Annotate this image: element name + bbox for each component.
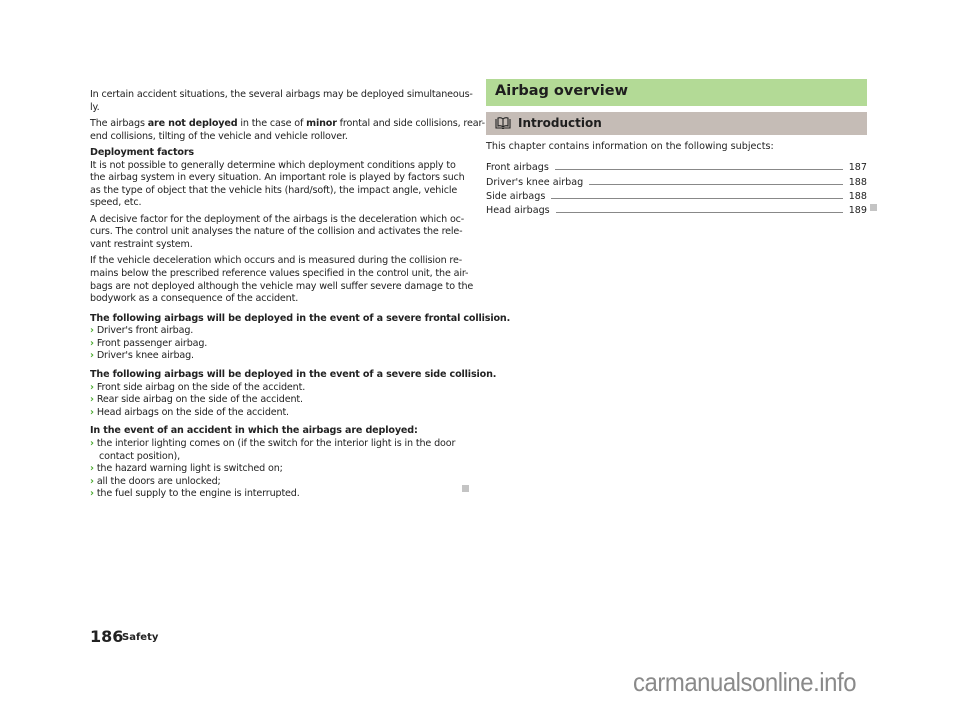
list-item [90,438,470,451]
paragraph [90,369,497,419]
list-item [90,338,470,351]
bullet-chevron-icon: › [90,406,94,418]
book-icon [495,117,511,129]
toc-page[interactable]: 188 [848,176,867,188]
toc-entry[interactable] [486,159,867,173]
bullet-chevron-icon: › [90,394,94,406]
text-line: ly. [90,101,100,113]
text-line: It is not possible to generally determine which deployment conditions apply to [90,159,456,171]
toc-page[interactable]: 189 [848,205,867,217]
list-item-text: Front side airbag on the side of the accident. [96,381,306,393]
text: The airbags [90,117,148,129]
text-line: curs. The control unit analyses the nature of the collision and activates the rele- [90,226,463,238]
bullet-chevron-icon: › [90,381,94,393]
list-item [90,382,470,395]
toc-page[interactable]: 187 [848,162,867,174]
subheading: In the event of an accident in which the airbags are deployed: [90,425,418,437]
list-item [90,407,470,420]
paragraph [90,425,470,501]
paragraph [90,89,473,114]
text-line: the airbag system in every situation. An important role is played by factors such [90,172,465,184]
table-of-contents [486,159,867,216]
list-item-text: the hazard warning light is switched on; [96,463,283,475]
bullet-chevron-icon: › [90,325,94,337]
toc-page[interactable]: 188 [848,190,867,202]
toc-label[interactable]: Side airbags [486,190,546,202]
text-line: as the type of object that the vehicle hits (hard/soft), the impact angle, vehicle [90,184,458,196]
text: in the case of [237,117,307,129]
subheading: The following airbags will be deployed in the event of a severe frontal collision. [90,312,511,324]
toc-label[interactable]: Driver's knee airbag [486,176,584,188]
list-item-text: Rear side airbag on the side of the accident. [96,394,303,406]
toc-entry[interactable] [486,173,867,187]
text-line: bodywork as a consequence of the accident. [90,293,299,305]
section-title-bar [486,79,867,106]
bullet-chevron-icon: › [90,475,94,487]
list-item-text: Driver's front airbag. [96,325,194,337]
list-item-text: Driver's knee airbag. [96,350,194,362]
emphasis: minor [306,117,337,129]
list-item [90,394,470,407]
list-item-text: Front passenger airbag. [96,337,208,349]
footer-section-name: Safety [122,632,159,643]
bullet-chevron-icon: › [90,463,94,475]
list-item [90,350,470,363]
bullet-chevron-icon: › [90,350,94,362]
paragraph [90,312,511,363]
list-item [90,476,470,489]
subsection-title: Introduction [518,116,602,130]
bullet-chevron-icon: › [90,438,94,450]
emphasis: are not deployed [147,117,238,129]
section-end-marker [462,485,469,492]
list-item-text: Head airbags on the side of the accident. [96,406,289,418]
subheading: Deployment factors [90,146,194,158]
list-item [90,488,470,501]
list-item-text: all the doors are unlocked; [96,475,221,487]
paragraph [90,255,474,305]
list-item-text: contact position), [99,450,181,462]
toc-entry[interactable] [486,202,867,216]
list-item [90,325,470,338]
leader-line [589,184,842,185]
text-line: speed, etc. [90,197,142,209]
intro-text: This chapter contains information on the following subjects: [486,141,774,152]
bullet-chevron-icon: › [90,337,94,349]
page-number: 186 [90,627,124,646]
subsection-title-bar [486,112,867,135]
subheading: The following airbags will be deployed in the event of a severe side collision. [90,369,497,381]
paragraph [90,117,485,143]
list-item-text: the interior lighting comes on (if the switch for the interior light is in the door [96,438,456,450]
toc-label[interactable]: Head airbags [486,205,550,217]
leader-line [551,198,842,199]
list-item-text: the fuel supply to the engine is interrupted. [96,488,300,500]
text-line [90,117,485,131]
section-end-marker [870,204,877,211]
text-line: mains below the prescribed reference values specified in the control unit, the air- [90,267,469,279]
bullet-chevron-icon: › [90,488,94,500]
toc-entry[interactable] [486,188,867,202]
watermark: carmanualsonline.info [633,667,857,697]
text: frontal and side collisions, rear- [336,117,485,129]
text-line: vant restraint system. [90,238,193,250]
section-title: Airbag overview [495,83,628,99]
text-line: If the vehicle deceleration which occurs and is measured during the collision re- [90,255,463,267]
text-line: In certain accident situations, the several airbags may be deployed simultaneous- [90,89,473,100]
text-line: end collisions, tilting of the vehicle and vehicle rollover. [90,130,348,142]
leader-line [555,169,843,170]
list-item [90,463,470,476]
text-line: bags are not deployed although the vehicle may well suffer severe damage to the [90,280,474,292]
toc-label[interactable]: Front airbags [486,162,549,174]
paragraph [90,147,470,210]
leader-line [556,212,843,213]
left-column [90,89,511,505]
paragraph [90,214,470,252]
text-line: A decisive factor for the deployment of the airbags is the deceleration which oc- [90,213,465,225]
